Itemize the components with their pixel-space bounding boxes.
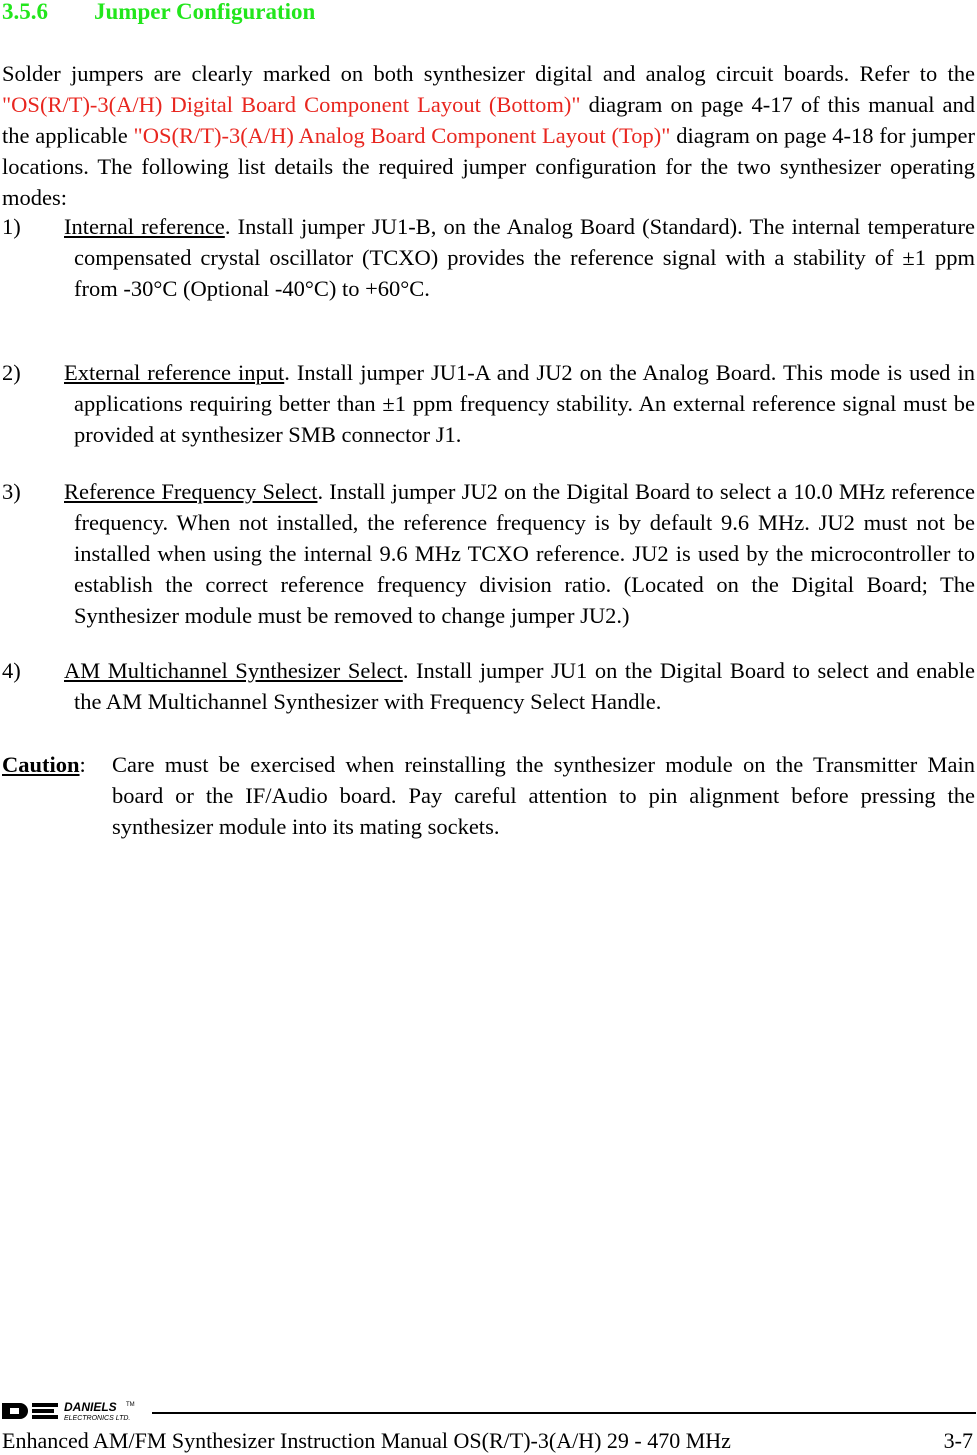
- list-item-text: . Install jumper JU1-A and JU2 on the Analog Board. This mode is used in applications requiring better than ±1 ppm frequency stability. An external reference signal must be provided at synthesizer SMB connector J1.: [74, 360, 975, 447]
- list-item-title: Internal reference: [64, 214, 225, 239]
- caution-label: Caution: [2, 752, 80, 777]
- list-item-text: . Install jumper JU1 on the Digital Board to select and enable the AM Multichannel Synthesizer with Frequency Select Handle.: [74, 658, 975, 714]
- list-item: [2, 476, 975, 631]
- list-item: [2, 211, 975, 304]
- digital-board-layout-reference[interactable]: "OS(R/T)-3(A/H) Digital Board Component Layout (Bottom)": [2, 92, 581, 117]
- list-item-number: 2): [2, 360, 21, 385]
- list-item-title: External reference input: [64, 360, 285, 385]
- logo-name: DANIELS: [64, 1400, 117, 1414]
- page-number: 3-7: [943, 1428, 973, 1453]
- list-item-title: Reference Frequency Select: [64, 479, 318, 504]
- logo-d-gap: [10, 1408, 19, 1414]
- list-item-title: AM Multichannel Synthesizer Select: [64, 658, 403, 683]
- section-title: Jumper Configuration: [94, 0, 316, 24]
- logo-d-stem: [2, 1403, 10, 1419]
- intro-text-2: diagram on page 4-17 of this manual and the applicable: [2, 92, 975, 148]
- logo-e-top: [32, 1403, 58, 1407]
- section-number: 3.5.6: [2, 0, 48, 24]
- list-item-number: 4): [2, 658, 21, 683]
- footer-rule: [152, 1412, 976, 1414]
- list-item-text: . Install jumper JU2 on the Digital Board to select a 10.0 MHz reference frequency. When not installed, the reference frequency is by default 9.6 MHz. JU2 must not be installed when using the internal 9.6 MHz TCXO reference. JU2 is used by the microcontroller to establish the correct reference frequency division ratio. (Located on the Digital Board; The Synthesizer module must be removed to change jumper JU2.): [74, 479, 975, 628]
- logo-tm: TM: [126, 1402, 135, 1408]
- list-item-number: 1): [2, 214, 21, 239]
- list-item: [2, 655, 975, 717]
- section-heading: [2, 0, 315, 24]
- intro-text-1: Solder jumpers are clearly marked on both synthesizer digital and analog circuit boards. Refer to the: [2, 61, 975, 86]
- intro-text-3: diagram on page 4-18 for jumper locations. The following list details the required jumper configuration for the two synthesizer operating modes:: [2, 123, 976, 210]
- logo-subtitle: ELECTRONICS LTD.: [64, 1415, 131, 1422]
- analog-board-layout-reference[interactable]: "OS(R/T)-3(A/H) Analog Board Component Layout (Top)": [133, 123, 671, 148]
- footer-manual-title: Enhanced AM/FM Synthesizer Instruction Manual OS(R/T)-3(A/H) 29 - 470 MHz: [2, 1428, 731, 1453]
- list-item: [2, 357, 975, 450]
- caution-colon: :: [79, 752, 86, 777]
- list-item-text: . Install jumper JU1-B, on the Analog Board (Standard). The internal temperature compensated crystal oscillator (TCXO) provides the reference signal with a stability of ±1 ppm from -30°C (Optional -40°C) to +60°C.: [74, 214, 976, 301]
- logo-e-mid: [32, 1409, 54, 1413]
- caution-text: Care must be exercised when reinstalling the synthesizer module on the Transmitter Main board or the IF/Audio board. Pay careful attention to pin alignment before pressing the synthesizer module into its mating sockets.: [112, 752, 975, 839]
- intro-paragraph: [2, 58, 975, 213]
- daniels-logo: [2, 1399, 152, 1423]
- caution-note: [2, 749, 975, 842]
- list-item-number: 3): [2, 479, 21, 504]
- logo-e-bottom: [32, 1415, 58, 1419]
- caution-label-wrap: [2, 749, 112, 842]
